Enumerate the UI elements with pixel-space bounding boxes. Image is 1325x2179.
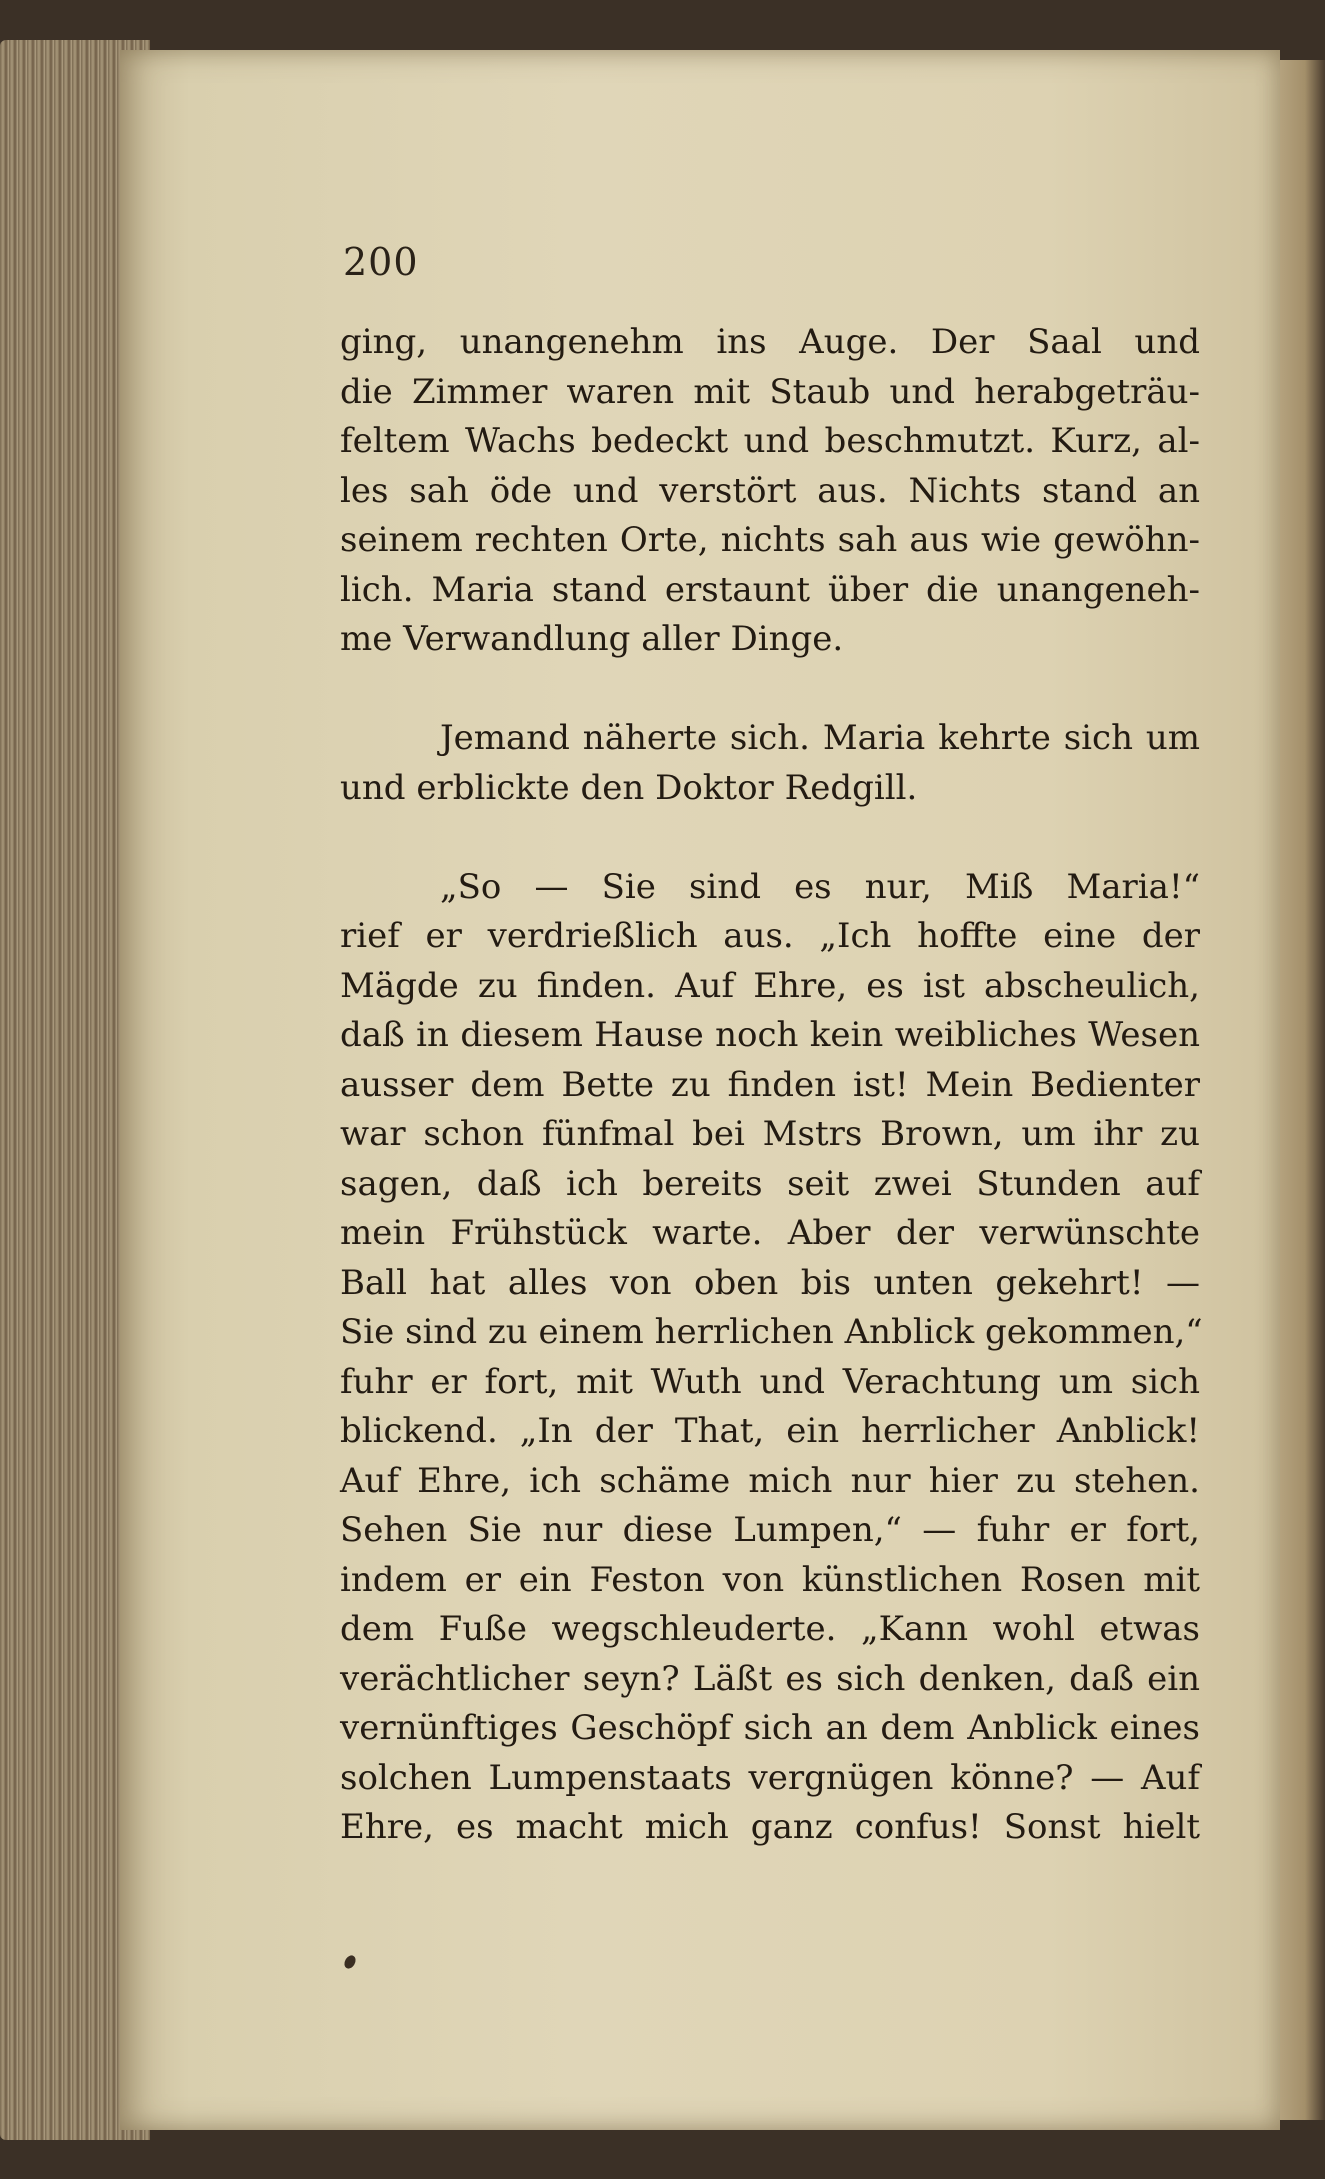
text-line: verächtlicher seyn? Läßt es sich denken, daß ein <box>340 1658 1200 1699</box>
text-line: rief er verdrießlich aus. „Ich hoffte eine der <box>340 916 1200 956</box>
paragraph-gap <box>340 665 1200 715</box>
text-line: Sie sind zu einem herrlichen Anblick gekommen,“ <box>340 1312 1203 1352</box>
paragraph-3 <box>340 863 1203 1853</box>
text-line: Ball hat alles von oben bis unten gekehrt! — <box>340 1262 1200 1303</box>
text-line: und erblickte den Doktor Redgill. <box>340 767 918 808</box>
page-number: 200 <box>343 240 419 284</box>
paragraph-gap <box>340 813 1200 863</box>
text-line: Auf Ehre, ich schäme mich nur hier zu stehen. <box>340 1460 1200 1501</box>
text-line: Mägde zu finden. Auf Ehre, es ist abscheulich, <box>340 965 1200 1006</box>
right-page-edge <box>1275 60 1325 2120</box>
text-line: lich. Maria stand erstaunt über die unangeneh- <box>340 569 1200 610</box>
paragraph-1 <box>340 318 1200 665</box>
text-line: ausser dem Bette zu finden ist! Mein Bedienter <box>340 1064 1200 1105</box>
text-line: sagen, daß ich bereits seit zwei Stunden auf <box>340 1163 1200 1204</box>
text-line: feltem Wachs bedeckt und beschmutzt. Kurz, al- <box>340 421 1200 461</box>
text-line: indem er ein Feston von künstlichen Rosen mit <box>340 1559 1200 1600</box>
text-line: die Zimmer waren mit Staub und herabgeträu- <box>340 371 1200 412</box>
text-line: fuhr er fort, mit Wuth und Verachtung um sich <box>340 1361 1200 1402</box>
text-line: seinem rechten Orte, nichts sah aus wie gewöhn- <box>340 520 1200 560</box>
text-line: vernünftiges Geschöpf sich an dem Anblick eines <box>340 1708 1200 1748</box>
text-line: mein Frühstück warte. Aber der verwünschte <box>340 1213 1200 1253</box>
text-line: ging, unangenehm ins Auge. Der Saal und <box>340 322 1200 362</box>
body-text <box>340 318 1203 1853</box>
text-line: „So — Sie sind es nur, Miß Maria!“ <box>440 866 1200 907</box>
text-line: solchen Lumpenstaats vergnügen könne? — Auf <box>340 1757 1200 1798</box>
text-line: me Verwandlung aller Dinge. <box>340 619 844 659</box>
paragraph-2 <box>340 714 1200 813</box>
text-line: les sah öde und verstört aus. Nichts stand an <box>340 470 1200 511</box>
text-line: Ehre, es macht mich ganz confus! Sonst hielt <box>340 1807 1200 1847</box>
text-line: Jemand näherte sich. Maria kehrte sich um <box>440 718 1200 758</box>
text-line: war schon fünfmal bei Mstrs Brown, um ihr zu <box>340 1114 1200 1154</box>
text-line: Sehen Sie nur diese Lumpen,“ — fuhr er fort, <box>340 1510 1200 1550</box>
text-line: dem Fuße wegschleuderte. „Kann wohl etwas <box>340 1609 1200 1649</box>
text-line: blickend. „In der That, ein herrlicher Anblick! <box>340 1411 1200 1451</box>
text-line: daß in diesem Hause noch kein weibliches Wesen <box>340 1015 1200 1055</box>
